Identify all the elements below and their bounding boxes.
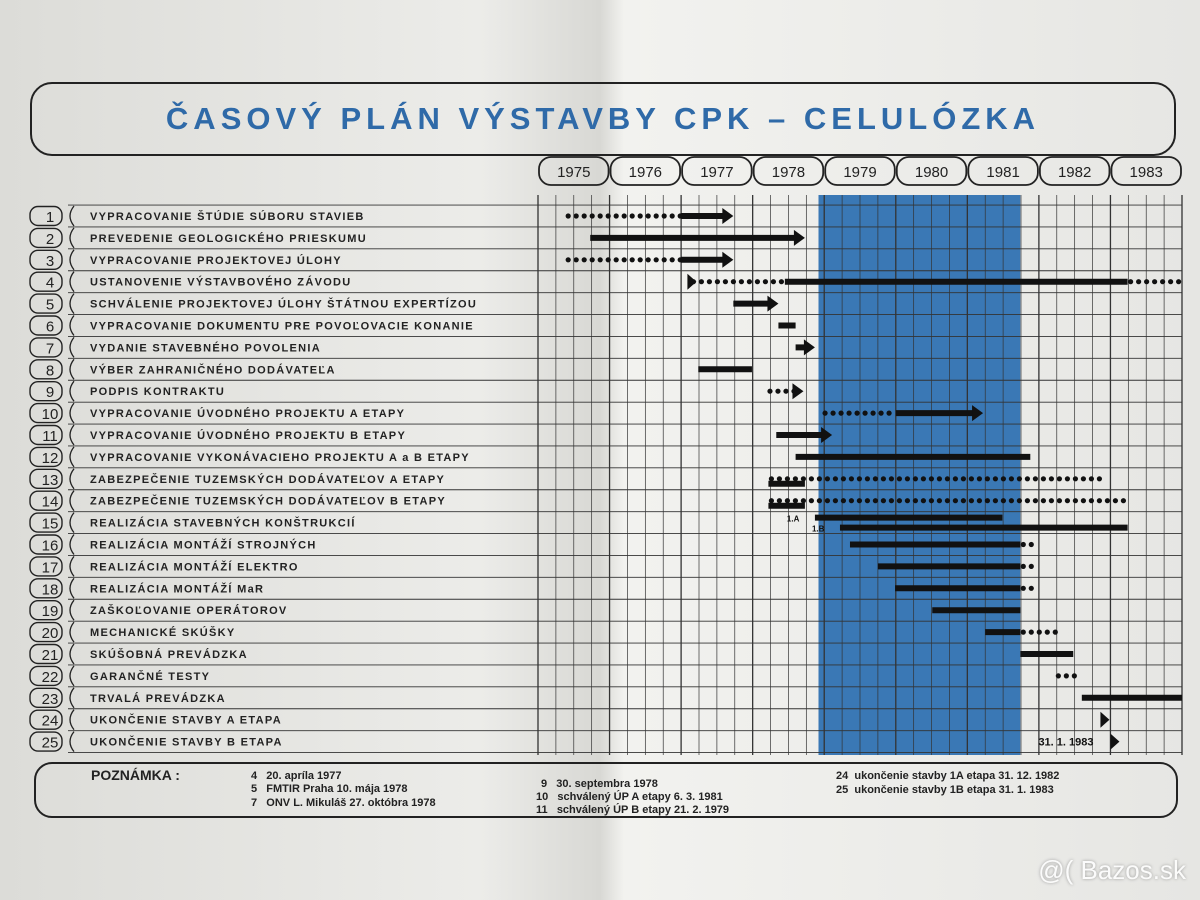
task-dot xyxy=(1033,498,1038,503)
task-dot xyxy=(905,476,910,481)
task-dot xyxy=(953,498,958,503)
task-dot xyxy=(801,476,806,481)
row-label-bracket xyxy=(70,578,74,598)
task-dot xyxy=(881,498,886,503)
task-dot xyxy=(793,498,798,503)
task-dot xyxy=(646,213,651,218)
task-dot xyxy=(1001,476,1006,481)
task-dot xyxy=(747,279,752,284)
segment-tag: 1.B xyxy=(811,524,825,534)
task-dot xyxy=(1025,476,1030,481)
task-dot xyxy=(574,257,579,262)
task-dot xyxy=(598,213,603,218)
task-dot xyxy=(1021,542,1026,547)
task-dot xyxy=(662,257,667,262)
row-label: VYPRACOVANIE ÚVODNÉHO PROJEKTU B ETAPY xyxy=(90,430,407,442)
task-dot xyxy=(1081,476,1086,481)
task-dot xyxy=(862,411,867,416)
task-dot xyxy=(638,213,643,218)
task-dot xyxy=(865,498,870,503)
task-dot xyxy=(1089,498,1094,503)
task-dot xyxy=(1089,476,1094,481)
task-dot xyxy=(793,476,798,481)
start-marker xyxy=(687,274,696,290)
row-label-bracket xyxy=(70,666,74,686)
row-label: VYPRACOVANIE VYKONÁVACIEHO PROJEKTU A a B ETAPY xyxy=(90,451,470,464)
row-label: MECHANICKÉ SKÚŠKY xyxy=(90,627,236,640)
row-number: 16 xyxy=(41,537,59,555)
task-dot xyxy=(1160,279,1165,284)
task-dot xyxy=(897,476,902,481)
watermark: @( Bazos.sk xyxy=(1038,855,1186,885)
task-dot xyxy=(985,476,990,481)
row-label-bracket xyxy=(70,535,74,555)
row-label-bracket xyxy=(70,272,74,292)
task-dot xyxy=(937,498,942,503)
row-number: 18 xyxy=(41,581,59,599)
task-dot xyxy=(1081,498,1086,503)
row-label-bracket xyxy=(70,337,74,357)
task-dot xyxy=(777,476,782,481)
task-dot xyxy=(779,279,784,284)
task-dot xyxy=(945,498,950,503)
row-label: ZABEZPEČENIE TUZEMSKÝCH DODÁVATEĽOV A ETAPY xyxy=(90,473,446,486)
task-dot xyxy=(993,498,998,503)
row-label: USTANOVENIE VÝSTAVBOVÉHO ZÁVODU xyxy=(90,276,352,289)
note-item: 9 30. septembra 1978 xyxy=(541,778,658,790)
task-dot xyxy=(1065,498,1070,503)
task-dot xyxy=(889,476,894,481)
row-number: 4 xyxy=(45,274,55,292)
task-dot xyxy=(881,476,886,481)
task-dot xyxy=(574,213,579,218)
task-dot xyxy=(833,498,838,503)
task-dot xyxy=(977,476,982,481)
row-label: REALIZÁCIA MONTÁŽÍ MaR xyxy=(90,583,265,596)
row-label-bracket xyxy=(70,425,74,445)
task-dot xyxy=(1033,476,1038,481)
task-dot xyxy=(897,498,902,503)
task-dot xyxy=(1001,498,1006,503)
row-number: 14 xyxy=(41,493,59,511)
row-label: VÝBER ZAHRANIČNÉHO DODÁVATEĽA xyxy=(90,364,336,377)
task-dot xyxy=(1045,630,1050,635)
task-dot xyxy=(1168,279,1173,284)
task-dot xyxy=(670,213,675,218)
task-dot xyxy=(755,279,760,284)
row-label: TRVALÁ PREVÁDZKA xyxy=(90,692,226,705)
task-arrow xyxy=(722,208,733,224)
chart-title: ČASOVÝ PLÁN VÝSTAVBY CPK – CELULÓZKA xyxy=(165,101,1041,136)
task-dot xyxy=(1009,498,1014,503)
task-dot xyxy=(1041,498,1046,503)
task-dot xyxy=(838,411,843,416)
task-dot xyxy=(1025,498,1030,503)
task-arrow xyxy=(804,339,815,355)
task-dot xyxy=(785,498,790,503)
row-label-bracket xyxy=(70,294,74,314)
task-dot xyxy=(1057,476,1062,481)
task-dot xyxy=(622,257,627,262)
task-arrow xyxy=(722,252,733,268)
notes-heading: POZNÁMKA : xyxy=(91,767,180,783)
row-number: 24 xyxy=(41,712,59,730)
row-number: 25 xyxy=(41,734,59,752)
task-dot xyxy=(1056,673,1061,678)
task-dot xyxy=(622,213,627,218)
task-dot xyxy=(638,257,643,262)
row-label-bracket xyxy=(70,644,74,664)
task-dot xyxy=(1073,476,1078,481)
task-dot xyxy=(1176,279,1181,284)
row-label: REALIZÁCIA MONTÁŽÍ ELEKTRO xyxy=(90,561,299,574)
task-dot xyxy=(846,411,851,416)
task-dot xyxy=(769,498,774,503)
row-number: 9 xyxy=(45,384,55,402)
task-dot xyxy=(985,498,990,503)
row-number: 13 xyxy=(41,471,59,489)
task-dot xyxy=(977,498,982,503)
task-dot xyxy=(654,257,659,262)
row-label-bracket xyxy=(70,710,74,730)
task-dot xyxy=(969,476,974,481)
note-item: 7 ONV L. Mikuláš 27. októbra 1978 xyxy=(251,797,436,809)
row-label: REALIZÁCIA MONTÁŽÍ STROJNÝCH xyxy=(90,539,317,552)
task-dot xyxy=(921,498,926,503)
row-number: 10 xyxy=(41,406,59,424)
task-dot xyxy=(739,279,744,284)
task-dot xyxy=(833,476,838,481)
task-dot xyxy=(1049,476,1054,481)
task-dot xyxy=(598,257,603,262)
segment-tag: 1.A xyxy=(786,514,800,524)
task-dot xyxy=(614,257,619,262)
task-dot xyxy=(849,498,854,503)
task-dot xyxy=(1144,279,1149,284)
task-dot xyxy=(606,213,611,218)
task-dot xyxy=(913,476,918,481)
task-dot xyxy=(783,389,788,394)
task-dot xyxy=(841,498,846,503)
task-dot xyxy=(905,498,910,503)
task-dot xyxy=(769,476,774,481)
task-dot xyxy=(841,476,846,481)
task-dot xyxy=(921,476,926,481)
segment-tag: 31. 1. 1983 xyxy=(1038,736,1094,749)
task-dot xyxy=(566,213,571,218)
row-number: 20 xyxy=(41,625,59,643)
task-dot xyxy=(1136,279,1141,284)
task-dot xyxy=(953,476,958,481)
task-dot xyxy=(1128,279,1133,284)
task-dot xyxy=(825,476,830,481)
task-dot xyxy=(1017,498,1022,503)
task-dot xyxy=(775,389,780,394)
task-dot xyxy=(945,476,950,481)
task-dot xyxy=(670,257,675,262)
row-label-bracket xyxy=(70,622,74,642)
task-dot xyxy=(1037,630,1042,635)
task-dot xyxy=(929,498,934,503)
task-dot xyxy=(873,476,878,481)
task-dot xyxy=(830,411,835,416)
row-number: 2 xyxy=(45,230,55,248)
task-dot xyxy=(961,476,966,481)
task-dot xyxy=(1041,476,1046,481)
task-dot xyxy=(878,411,883,416)
task-dot xyxy=(1113,498,1118,503)
row-label-bracket xyxy=(70,732,74,752)
row-label-bracket xyxy=(70,688,74,708)
task-dot xyxy=(857,476,862,481)
task-dot xyxy=(699,279,704,284)
milestone-marker xyxy=(1110,734,1119,750)
task-dot xyxy=(1029,586,1034,591)
milestone-marker xyxy=(1100,712,1109,728)
task-dot xyxy=(1121,498,1126,503)
task-dot xyxy=(1029,542,1034,547)
task-dot xyxy=(630,213,635,218)
row-label: SCHVÁLENIE PROJEKTOVEJ ÚLOHY ŠTÁTNOU EXPERTÍZOU xyxy=(90,298,478,311)
row-label: UKONČENIE STAVBY B ETAPA xyxy=(90,736,283,749)
task-dot xyxy=(1021,564,1026,569)
row-number: 3 xyxy=(45,252,55,270)
task-arrow xyxy=(794,230,805,246)
task-dot xyxy=(590,257,595,262)
year-label: 1981 xyxy=(986,164,1020,181)
task-dot xyxy=(1053,630,1058,635)
row-label: UKONČENIE STAVBY A ETAPA xyxy=(90,714,282,727)
task-dot xyxy=(969,498,974,503)
task-dot xyxy=(630,257,635,262)
year-label: 1983 xyxy=(1129,164,1163,181)
row-label: PODPIS KONTRAKTU xyxy=(90,386,226,399)
task-dot xyxy=(1097,476,1102,481)
year-label: 1977 xyxy=(700,164,734,181)
row-label: REALIZÁCIA STAVEBNÝCH KONŠTRUKCIÍ xyxy=(90,517,356,530)
task-dot xyxy=(606,257,611,262)
row-label: VYPRACOVANIE PROJEKTOVEJ ÚLOHY xyxy=(90,254,342,267)
year-label: 1979 xyxy=(843,164,877,181)
note-item: 5 FMTIR Praha 10. mája 1978 xyxy=(251,783,408,795)
year-label: 1980 xyxy=(914,164,949,181)
task-dot xyxy=(993,476,998,481)
row-label-bracket xyxy=(70,600,74,620)
task-dot xyxy=(1021,630,1026,635)
task-dot xyxy=(854,411,859,416)
year-label: 1975 xyxy=(557,164,591,181)
task-arrow xyxy=(767,296,778,312)
task-dot xyxy=(1152,279,1157,284)
note-item: 4 20. apríla 1977 xyxy=(251,770,342,782)
note-item: 10 schválený ÚP A etapy 6. 3. 1981 xyxy=(536,791,723,803)
row-number: 7 xyxy=(45,340,55,358)
task-dot xyxy=(1065,476,1070,481)
note-item: 25 ukončenie stavby 1B etapa 31. 1. 1983 xyxy=(836,784,1054,796)
row-label-bracket xyxy=(70,513,74,533)
task-dot xyxy=(1073,498,1078,503)
task-dot xyxy=(865,476,870,481)
task-dot xyxy=(809,476,814,481)
task-dot xyxy=(825,498,830,503)
task-dot xyxy=(937,476,942,481)
task-dot xyxy=(785,476,790,481)
task-dot xyxy=(1029,630,1034,635)
row-label-bracket xyxy=(70,491,74,511)
task-dot xyxy=(1021,586,1026,591)
row-number: 1 xyxy=(45,209,55,226)
row-label-bracket xyxy=(70,556,74,576)
row-label-bracket xyxy=(70,447,74,467)
row-label: VYDANIE STAVEBNÉHO POVOLENIA xyxy=(90,342,321,355)
row-number: 23 xyxy=(41,690,59,708)
row-number: 17 xyxy=(41,559,59,577)
task-dot xyxy=(662,213,667,218)
task-dot xyxy=(801,498,806,503)
row-label: VYPRACOVANIE DOKUMENTU PRE POVOĽOVACIE KONANIE xyxy=(90,320,474,333)
task-dot xyxy=(582,213,587,218)
row-label: PREVEDENIE GEOLOGICKÉHO PRIESKUMU xyxy=(90,232,367,245)
row-label-bracket xyxy=(70,381,74,401)
task-dot xyxy=(763,279,768,284)
task-dot xyxy=(654,213,659,218)
row-number: 22 xyxy=(41,668,59,686)
row-label-bracket xyxy=(70,316,74,336)
task-arrow xyxy=(792,383,803,399)
task-dot xyxy=(809,498,814,503)
task-dot xyxy=(715,279,720,284)
row-number: 15 xyxy=(41,515,59,533)
year-label: 1978 xyxy=(771,164,806,181)
row-label: GARANČNÉ TESTY xyxy=(90,670,211,683)
row-label-bracket xyxy=(70,469,74,489)
task-dot xyxy=(1064,673,1069,678)
row-label-bracket xyxy=(70,359,74,379)
task-dot xyxy=(767,389,772,394)
task-dot xyxy=(886,411,891,416)
task-dot xyxy=(913,498,918,503)
note-item: 11 schválený ÚP B etapy 21. 2. 1979 xyxy=(536,804,730,816)
note-item: 24 ukončenie stavby 1A etapa 31. 12. 1982 xyxy=(836,770,1060,782)
task-dot xyxy=(817,476,822,481)
task-dot xyxy=(1017,476,1022,481)
row-label: VYPRACOVANIE ÚVODNÉHO PROJEKTU A ETAPY xyxy=(90,408,406,421)
row-label-bracket xyxy=(70,206,74,226)
row-label: ZAŠKOĽOVANIE OPERÁTOROV xyxy=(90,605,288,618)
task-dot xyxy=(1072,673,1077,678)
row-label-bracket xyxy=(70,250,74,270)
task-dot xyxy=(1049,498,1054,503)
year-label: 1982 xyxy=(1057,164,1092,181)
notes-box xyxy=(34,762,1178,818)
task-dot xyxy=(822,411,827,416)
task-dot xyxy=(817,498,822,503)
task-dot xyxy=(646,257,651,262)
row-number: 21 xyxy=(41,647,59,664)
task-dot xyxy=(857,498,862,503)
task-dot xyxy=(614,213,619,218)
row-number: 12 xyxy=(41,449,59,467)
task-dot xyxy=(771,279,776,284)
task-dot xyxy=(566,257,571,262)
row-number: 5 xyxy=(45,296,55,314)
row-label: ZABEZPEČENIE TUZEMSKÝCH DODÁVATEĽOV B ETAPY xyxy=(90,495,446,508)
row-number: 6 xyxy=(45,318,55,336)
task-dot xyxy=(1105,498,1110,503)
row-label-bracket xyxy=(70,403,74,423)
task-dot xyxy=(873,498,878,503)
task-dot xyxy=(590,213,595,218)
row-label: VYPRACOVANIE ŠTÚDIE SÚBORU STAVIEB xyxy=(90,211,365,223)
task-dot xyxy=(1097,498,1102,503)
task-dot xyxy=(723,279,728,284)
task-dot xyxy=(1029,564,1034,569)
task-dot xyxy=(582,257,587,262)
year-label: 1976 xyxy=(628,164,663,181)
row-number: 19 xyxy=(41,603,59,621)
task-dot xyxy=(849,476,854,481)
task-dot xyxy=(707,279,712,284)
task-dot xyxy=(929,476,934,481)
task-dot xyxy=(777,498,782,503)
row-number: 11 xyxy=(42,428,58,445)
task-dot xyxy=(870,411,875,416)
task-dot xyxy=(889,498,894,503)
task-dot xyxy=(961,498,966,503)
row-label: SKÚŠOBNÁ PREVÁDZKA xyxy=(90,649,248,661)
row-label-bracket xyxy=(70,228,74,248)
task-dot xyxy=(731,279,736,284)
row-number: 8 xyxy=(45,362,55,380)
task-dot xyxy=(1009,476,1014,481)
task-dot xyxy=(1057,498,1062,503)
